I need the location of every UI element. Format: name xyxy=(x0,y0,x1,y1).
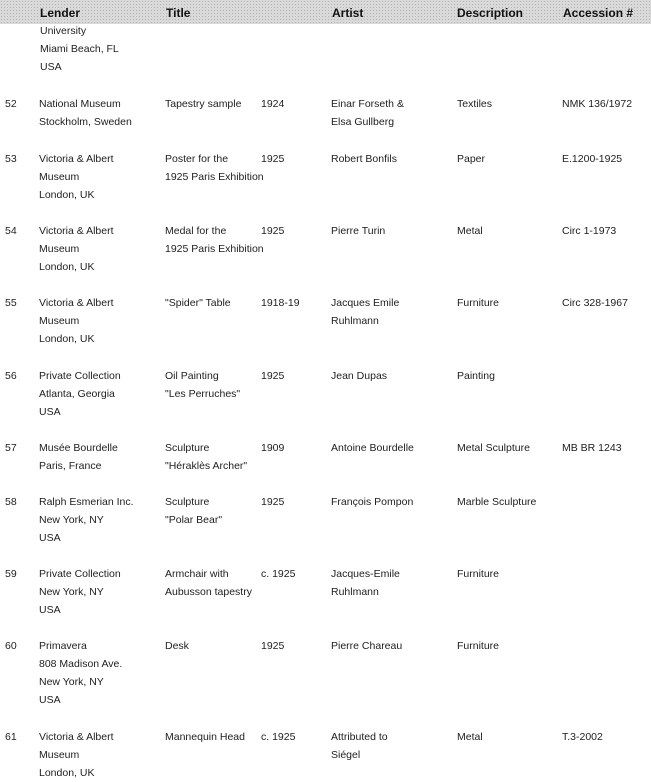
header-description: Description xyxy=(457,6,524,20)
cell-accession: T.3-2002 xyxy=(562,731,603,743)
table-header xyxy=(0,0,651,24)
cell-accession: E.1200-1925 xyxy=(562,153,623,165)
cell-date: 1918-19 xyxy=(261,297,300,309)
cell-lender: Ralph Esmerian Inc. New York, NY USA xyxy=(39,496,134,544)
cell-date: 1909 xyxy=(261,442,285,454)
cell-description: Painting xyxy=(457,370,495,382)
cell-date: 1925 xyxy=(261,153,285,165)
cell-description: Furniture xyxy=(457,568,500,580)
cell-lender: Private Collection Atlanta, Georgia USA xyxy=(39,370,121,418)
cell-description: Metal xyxy=(457,731,483,743)
cell-num: 59 xyxy=(5,568,17,580)
cell-date: 1925 xyxy=(261,640,285,652)
continued-lender: University Miami Beach, FL USA xyxy=(40,25,119,73)
cell-lender: Primavera 808 Madison Ave. New York, NY USA xyxy=(39,640,123,706)
cell-date: 1925 xyxy=(261,225,285,237)
cell-num: 52 xyxy=(5,98,17,110)
header-artist: Artist xyxy=(332,6,364,20)
cell-num: 55 xyxy=(5,297,17,309)
cell-description: Textiles xyxy=(457,98,493,110)
cell-artist: Pierre Turin xyxy=(331,225,386,237)
header-accession: Accession # xyxy=(563,6,634,20)
cell-artist: Robert Bonfils xyxy=(331,153,397,165)
cell-description: Furniture xyxy=(457,640,500,652)
cell-artist: Einar Forseth & Elsa Gullberg xyxy=(331,98,404,128)
cell-accession: NMK 136/1972 xyxy=(562,98,633,110)
cell-num: 58 xyxy=(5,496,17,508)
cell-description: Paper xyxy=(457,153,486,165)
cell-date: 1925 xyxy=(261,496,285,508)
cell-lender: Private Collection New York, NY USA xyxy=(39,568,121,616)
cell-artist: Jean Dupas xyxy=(331,370,388,382)
cell-num: 61 xyxy=(5,731,17,743)
cell-artist: Attributed to Siégel xyxy=(331,731,388,761)
cell-lender: National Museum Stockholm, Sweden xyxy=(39,98,132,128)
cell-date: c. 1925 xyxy=(261,568,296,580)
cell-lender: Victoria & Albert Museum London, UK xyxy=(39,731,114,779)
cell-artist: Jacques-Emile Ruhlmann xyxy=(331,568,400,598)
cell-title: Mannequin Head xyxy=(165,731,245,743)
cell-num: 60 xyxy=(5,640,17,652)
cell-date: 1925 xyxy=(261,370,285,382)
cell-num: 56 xyxy=(5,370,17,382)
cell-artist: Jacques Emile Ruhlmann xyxy=(331,297,400,327)
cell-accession: MB BR 1243 xyxy=(562,442,622,454)
cell-title: "Spider" Table xyxy=(165,297,231,309)
cell-num: 53 xyxy=(5,153,17,165)
cell-lender: Victoria & Albert Museum London, UK xyxy=(39,297,114,345)
cell-num: 54 xyxy=(5,225,17,237)
cell-description: Marble Sculpture xyxy=(457,496,537,508)
cell-title: Sculpture "Polar Bear" xyxy=(165,496,223,526)
header-lender: Lender xyxy=(40,6,81,20)
cell-title: Desk xyxy=(165,640,189,652)
cell-lender: Victoria & Albert Museum London, UK xyxy=(39,153,114,201)
cell-title: Armchair with Aubusson tapestry xyxy=(165,568,252,598)
cell-description: Metal Sculpture xyxy=(457,442,530,454)
cell-artist: Antoine Bourdelle xyxy=(331,442,414,454)
cell-lender: Musée Bourdelle Paris, France xyxy=(39,442,118,472)
cell-description: Furniture xyxy=(457,297,500,309)
cell-accession: Circ 328-1967 xyxy=(562,297,628,309)
cell-artist: Pierre Chareau xyxy=(331,640,403,652)
cell-date: c. 1925 xyxy=(261,731,296,743)
cell-title: Poster for the 1925 Paris Exhibition xyxy=(165,153,264,183)
cell-title: Tapestry sample xyxy=(165,98,242,110)
cell-description: Metal xyxy=(457,225,483,237)
cell-date: 1924 xyxy=(261,98,285,110)
cell-title: Oil Painting "Les Perruches" xyxy=(165,370,241,400)
header-title: Title xyxy=(166,6,191,20)
cell-num: 57 xyxy=(5,442,17,454)
cell-title: Sculpture "Héraklès Archer" xyxy=(165,442,248,472)
cell-title: Medal for the 1925 Paris Exhibition xyxy=(165,225,264,255)
cell-lender: Victoria & Albert Museum London, UK xyxy=(39,225,114,273)
cell-accession: Circ 1-1973 xyxy=(562,225,617,237)
cell-artist: François Pompon xyxy=(331,496,414,508)
